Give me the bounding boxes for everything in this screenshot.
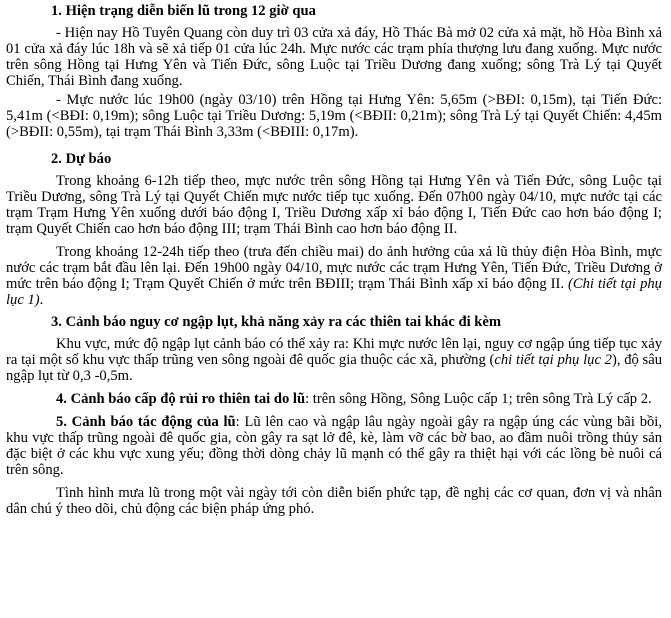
section4-text: : trên sông Hồng, Sông Luộc cấp 1; trên sông Trà Lý cấp 2. [305, 391, 652, 407]
section3-paragraph [6, 336, 662, 384]
closing-paragraph: Tình hình mưa lũ trong một vài ngày tới còn diễn biến phức tạp, đề nghị các cơ quan, đơn vị và nhân dân chú ý theo dõi, chủ động các biện pháp ứng phó. [6, 485, 662, 517]
section1-paragraph-1: - Hiện nay Hồ Tuyên Quang còn duy trì 03 cửa xả đáy, Hồ Thác Bà mở 02 cửa xả mặt, hồ Hòa Bình xả 01 cửa xả đáy lúc 18h và sẽ xả tiếp 01 cửa lúc 24h. Mực nước các trạm phía thượng lưu đang xuống. Mực nước trên sông Hồng tại Hưng Yên và Tiến Đức, sông Luộc tại Triều Dương đang xuống; sông Trà Lý tại Quyết Chiến, Thái Bình đang xuống. [6, 25, 662, 89]
section5-text: : Lũ lên cao và ngập lâu ngày ngoài gây ra ngập úng các vùng bãi bồi, khu vực thấp trũng ngoài đê quốc gia, còn gây ra sạt lở đê, kè, làm vỡ các bờ bao, ao đầm nuôi trồng thủy sản đặc biệt ở các khu vực xung yếu; đồng thời dòng chảy lũ mạnh có thể gây ra thiệt hại với các lồng bè nuôi cá trên sông. [6, 414, 662, 478]
section1-paragraph-2: - Mực nước lúc 19h00 (ngày 03/10) trên Hồng tại Hưng Yên: 5,65m (>BĐI: 0,15m), tại Tiến Đức: 5,41m (<BĐI: 0,19m); sông Luộc tại Triều Dương: 5,19m (<BĐII: 0,21m); sông Trà Lý tại Quyết Chiến: 4,45m (>BĐII: 0,55m), tại trạm Thái Bình 3,33m (<BĐIII: 0,17m). [6, 92, 662, 140]
section2-paragraph-1: Trong khoảng 6-12h tiếp theo, mực nước trên sông Hồng tại Hưng Yên và Tiến Đức, sông Luộc tại Triều Dương, sông Trà Lý tại Quyết Chiến mực nước tiếp tục xuống. Đến 07h00 ngày 04/10, mực nước tại các trạm Trạm Hưng Yên xuống dưới báo động I, Triều Dương xấp xỉ báo động I, Tiến Đức cao hơn báo động I; trạm Quyết Chiến cao hơn báo động III; trạm Thái Bình cao hơn báo động II. [6, 173, 662, 237]
section2-paragraph-2-end: . [39, 292, 44, 308]
section3-heading: 3. Cảnh báo nguy cơ ngập lụt, khả năng xảy ra các thiên tai khác đi kèm [51, 314, 502, 330]
section3-paragraph-text: Khu vực, mức độ ngập lụt cảnh báo có thể xảy ra: Khi mực nước lên lại, nguy cơ ngập úng tiếp tục xảy ra tại một số khu vực thấp trũng ven sông ngoài đê quốc gia thuộc các xã, phường ( [6, 336, 662, 368]
section2-paragraph-2 [6, 244, 662, 308]
section5-paragraph [6, 414, 662, 478]
section5-label: 5. Cảnh báo tác động của lũ [56, 414, 236, 430]
appendix-1-note: (Chi tiết tại phụ lục 1) [6, 276, 662, 308]
section4-label: 4. Cảnh báo cấp độ rủi ro thiên tai do lũ [56, 391, 306, 407]
appendix-2-note: chi tiết tại phụ lục 2 [494, 352, 612, 368]
section3-paragraph-end: ), độ sâu ngập lụt từ 0,3 -0,5m. [6, 352, 662, 384]
section2-heading: 2. Dự báo [51, 151, 112, 167]
section1-heading: 1. Hiện trạng diễn biến lũ trong 12 giờ qua [51, 3, 316, 19]
section2-paragraph-2-text: Trong khoảng 12-24h tiếp theo (trưa đến chiều mai) do ảnh hưởng của xả lũ thủy điện Hòa Bình, mực nước các trạm bắt đầu lên lại. Đến 19h00 ngày 04/10, mực nước các trạm Hưng Yên, Tiến Đức, Triều Dương ở mức trên báo động I; Trạm Quyết Chiến ở mức trên BĐIII; trạm Thái Bình xấp xỉ báo động II. [6, 244, 662, 292]
section4-paragraph [6, 391, 662, 407]
